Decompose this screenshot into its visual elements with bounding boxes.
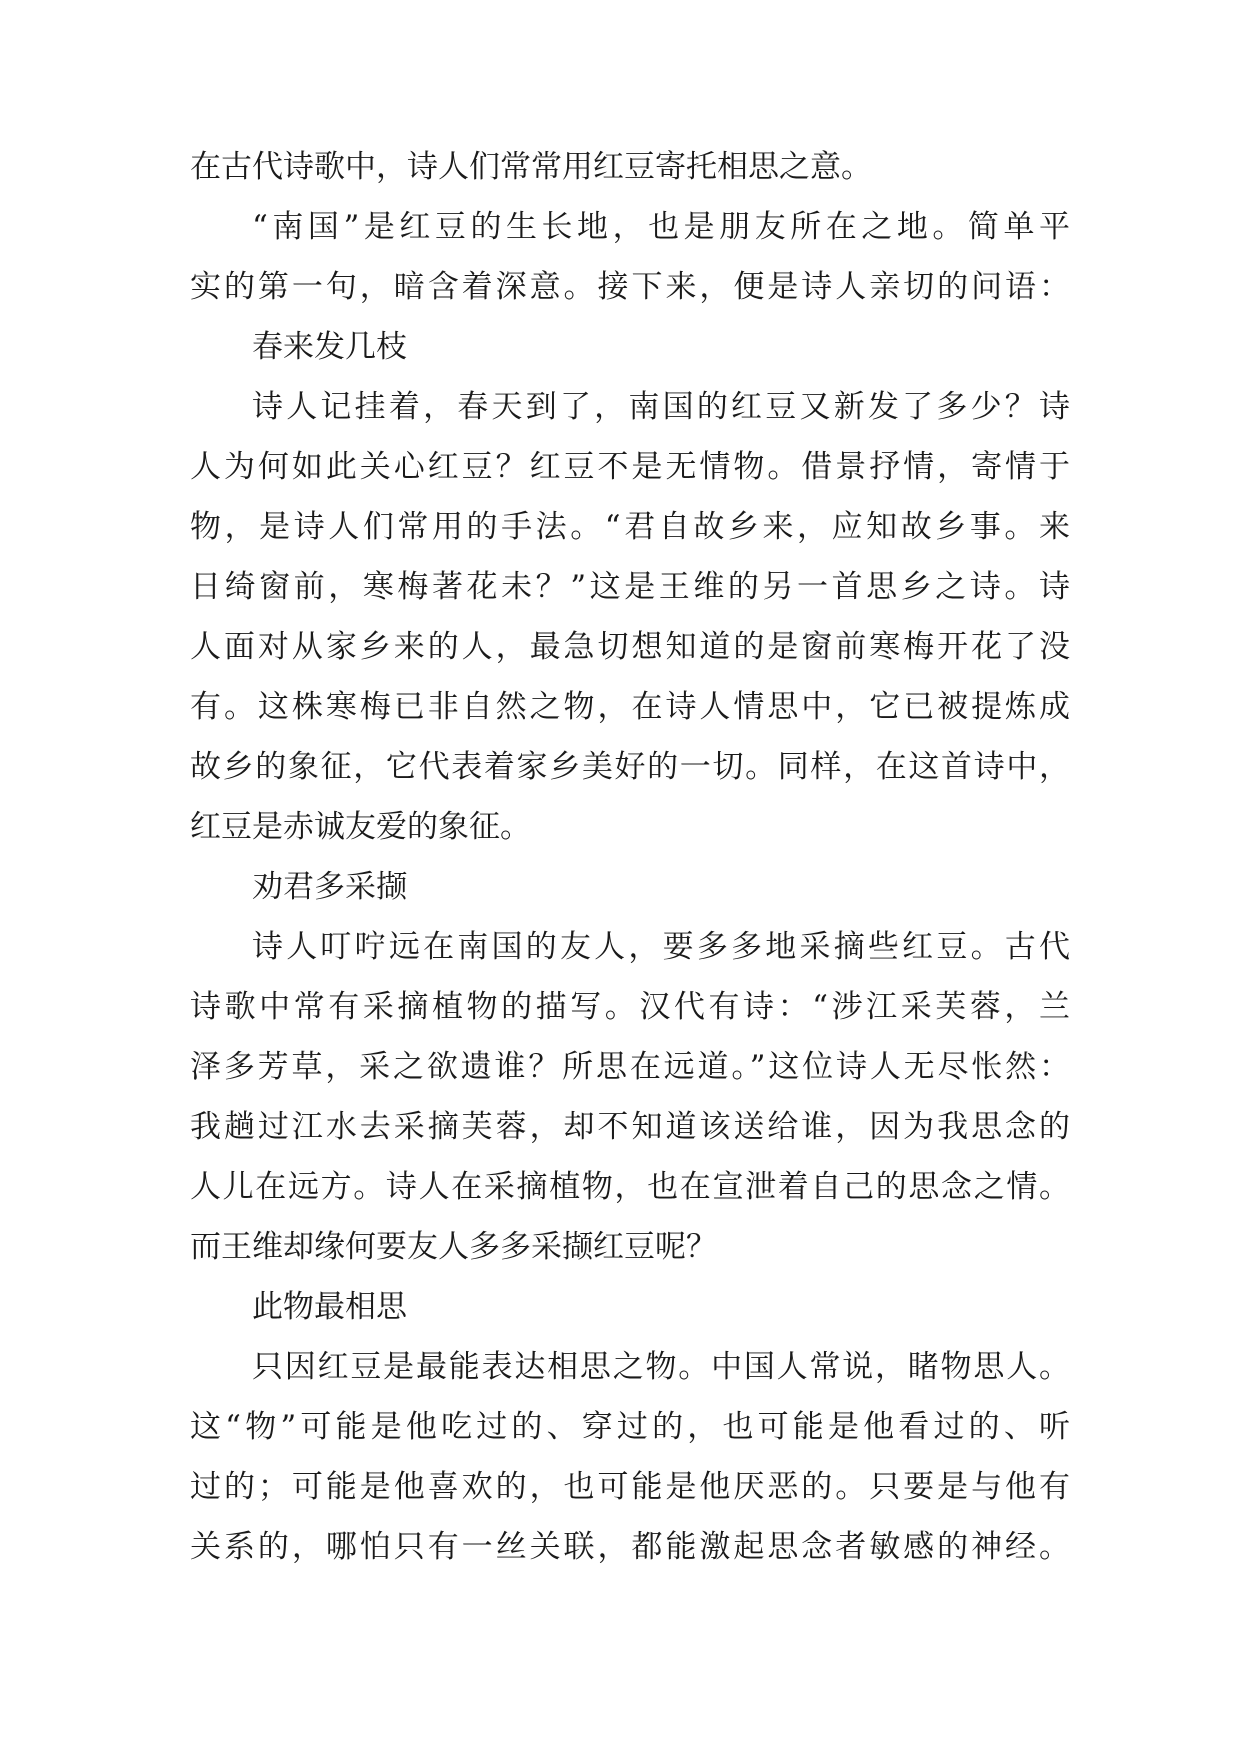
text-line-9: 人面对从家乡来的人，最急切想知道的是窗前寒梅开花了没 — [190, 629, 1070, 665]
text-line-18: 人儿在远方。诗人在采摘植物，也在宣泄着自己的思念之情。 — [190, 1169, 1070, 1205]
text-line-11: 故乡的象征，它代表着家乡美好的一切。同样，在这首诗中， — [190, 749, 1070, 785]
text-line-22: 这“物”可能是他吃过的、穿过的，也可能是他看过的、听 — [190, 1409, 1070, 1445]
text-line-3: 实的第一句，暗含着深意。接下来，便是诗人亲切的问语： — [190, 269, 1070, 305]
text-line-14: 诗人叮咛远在南国的友人，要多多地采摘些红豆。古代 — [252, 929, 1070, 965]
text-line-16: 泽多芳草，采之欲遗谁？所思在远道。”这位诗人无尽怅然： — [190, 1049, 1070, 1085]
text-line-19: 而王维却缘何要友人多多采撷红豆呢？ — [190, 1229, 717, 1265]
text-line-15: 诗歌中常有采摘植物的描写。汉代有诗：“涉江采芙蓉，兰 — [190, 989, 1070, 1025]
text-line-12: 红豆是赤诚友爱的象征。 — [190, 809, 531, 845]
text-line-21: 只因红豆是最能表达相思之物。中国人常说，睹物思人。 — [252, 1349, 1070, 1385]
text-line-23: 过的；可能是他喜欢的，也可能是他厌恶的。只要是与他有 — [190, 1469, 1070, 1505]
section-heading-2: 劝君多采撷 — [252, 869, 407, 905]
text-line-10: 有。这株寒梅已非自然之物，在诗人情思中，它已被提炼成 — [190, 689, 1070, 725]
section-heading-3: 此物最相思 — [252, 1289, 407, 1325]
text-line-2: “南国”是红豆的生长地，也是朋友所在之地。简单平 — [252, 209, 1070, 245]
text-line-24: 关系的，哪怕只有一丝关联，都能激起思念者敏感的神经。 — [190, 1529, 1070, 1565]
text-line-7: 物，是诗人们常用的手法。“君自故乡来，应知故乡事。来 — [190, 509, 1070, 545]
text-line-1: 在古代诗歌中，诗人们常常用红豆寄托相思之意。 — [190, 149, 872, 185]
text-line-6: 人为何如此关心红豆？红豆不是无情物。借景抒情，寄情于 — [190, 449, 1070, 485]
text-line-8: 日绮窗前，寒梅著花未？”这是王维的另一首思乡之诗。诗 — [190, 569, 1070, 605]
text-line-17: 我趟过江水去采摘芙蓉，却不知道该送给谁，因为我思念的 — [190, 1109, 1070, 1145]
section-heading-1: 春来发几枝 — [252, 329, 407, 365]
text-line-5: 诗人记挂着，春天到了，南国的红豆又新发了多少？诗 — [252, 389, 1070, 425]
